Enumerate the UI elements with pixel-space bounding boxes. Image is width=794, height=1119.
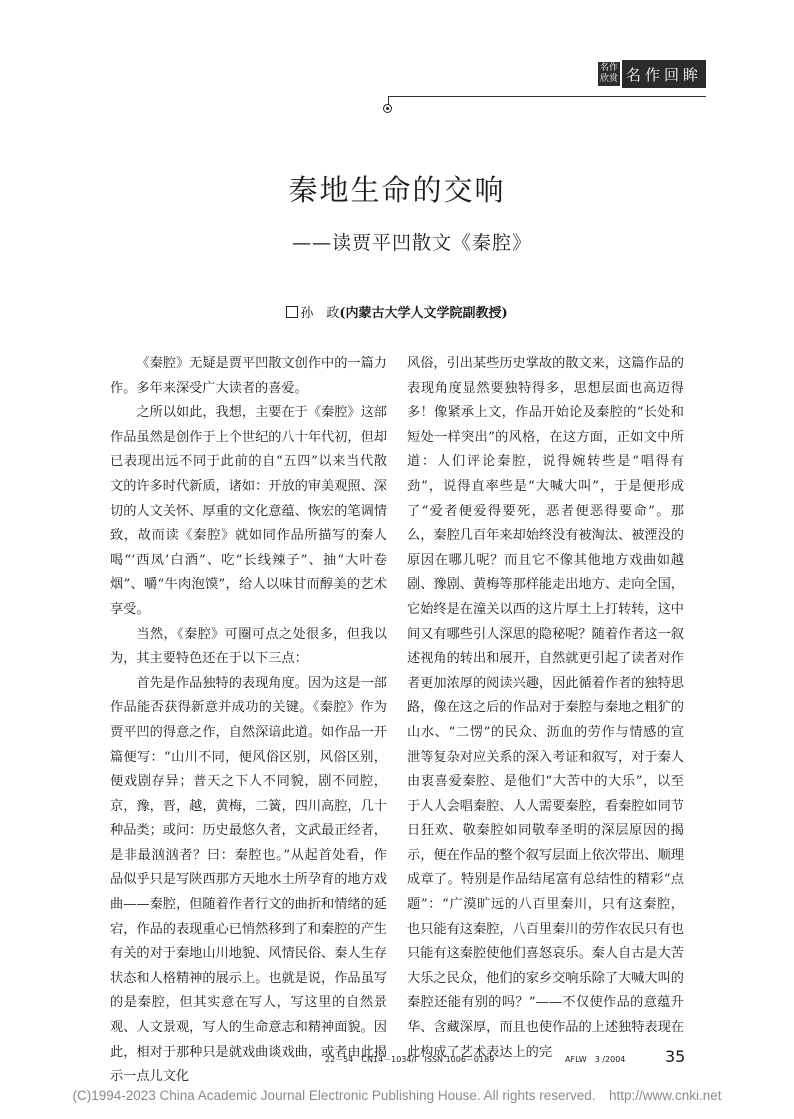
body-column-right: [407, 352, 684, 1065]
article-subtitle: ——读贾平凹散文《秦腔》: [291, 232, 532, 254]
author-affiliation: (内蒙古大学人文学院副教授): [339, 306, 508, 321]
paragraph: 《秦腔》无疑是贾平凹散文创作中的一篇力作。多年来深受广大读者的喜爱。: [110, 356, 387, 396]
author-box-icon: [286, 306, 298, 318]
copyright-watermark: (C)1994-2023 China Academic Journal Electronic Publishing House. All rights reserved. http://www.cnki.net: [72, 1088, 722, 1103]
paragraph: 风俗，引出某些历史掌故的散文来，这篇作品的表现角度显然要独特得多，思想层面也高迈得多！像紧承上文，作品开始论及秦腔的“长处和短处一样突出”的风格，在这方面，正如文中所道：人们评论秦腔，说得婉转些是“唱得有劲”，说得直率些是“大喊大叫”，于是便形成了“爱者便爱得要死，恶者便恶得要命”。那么，秦腔几百年来却始终没有被淘汰、被湮没的原因在哪儿呢？而且它不像其他地方戏曲如越剧、豫剧、黄梅等那样能走出地方、走向全国，它始终是在潼关以西的这片厚土上打转转，这中间又有哪些引人深思的隐秘呢？随着作者这一叙述视角的转出和展开，自然就更引起了读者对作者更加浓厚的阅读兴趣，因此循着作者的独特思路，像在这之后的作品对于秦腔与秦地之粗犷的山水、“二愣”的民众、沥血的劳作与情感的宣泄等复杂对应关系的深入考证和叙写，对于秦人由衷喜爱秦腔、是他们“大苦中的大乐”，以至于人人会唱秦腔、人人需要秦腔，看秦腔如同节日狂欢、敬秦腔如同敬奉圣明的深层原因的揭示，便在作品的整个叙写层面上依次带出、顺理成章了。特别是作品结尾富有总结性的精彩“点题”：“广漠旷远的八百里秦川，只有这秦腔，也只能有这秦腔，八百里秦川的劳作农民只有也只能有这秦腔使他们喜怒哀乐。秦人自古是大苦大乐之民众，他们的家乡交响乐除了大喊大叫的秦腔还能有别的吗？”——不仅使作品的意蕴升华、含藏深厚，而且也使作品的上述独特表现在此构成了艺术表达上的完: [407, 356, 684, 1060]
header-rule: [388, 96, 706, 97]
paragraph: 当然，《秦腔》可圈可点之处很多，但我以为，其主要特色还在于以下三点：: [110, 626, 387, 667]
body-column-left: [110, 352, 387, 1090]
column-name-tag: 名作回眸: [622, 60, 706, 88]
paragraph: 首先是作品独特的表现角度。因为这是一部作品能否获得新意并成功的关键。《秦腔》作为贾平凹的得意之作，自然深谙此道。如作品一开篇便写：“山川不同，便风俗区别，风俗区别，便戏剧存异；普天之下人不同貌，剧不同腔，京，豫，晋，越，黄梅，二簧，四川高腔，几十种品类；或问：历史最悠久者，文武最正经者，是非最汹汹者？曰：秦腔也。”从起首处看，作品似乎只是写陕西那方天地水土所孕育的地方戏曲——秦腔，但随着作者行文的曲折和情绪的延宕，作品的表现重心已悄然移到了和秦腔的产生有关的对于秦地山川地貌、风情民俗、秦人生存状态和人格精神的展示上。也就是说，作品虽写的是秦腔，但其实意在写人，写这里的自然景观、人文景观，写人的生命意志和精神面貌。因此，相对于那种只是就戏曲谈戏曲，或者由此揭示一点儿文化: [110, 675, 387, 1085]
paragraph: 之所以如此，我想，主要在于《秦腔》这部作品虽然是创作于上个世纪的八十年代初，但却已表现出远不同于此前的自“五四”以来当代散文的许多时代新质，诸如：开放的审美观照、深切的人文关怀、厚重的文化意蕴、恢宏的笔调情致，故而读《秦腔》就如同作品所描写的秦人喝“‘西凤’白酒”、吃“长线辣子”、抽“大叶卷烟”、嚼“牛肉泡馍”，给人以味甘而醇美的艺术享受。: [110, 405, 387, 617]
byline: [0, 302, 794, 321]
page-number: 35: [665, 1047, 686, 1066]
footer-journal: AFLW 3 /2004: [565, 1055, 626, 1064]
footer-codes: 22－54 CN14－1034/I ISSN 1006－0189: [325, 1055, 495, 1064]
journal-logo: 名作欣赏: [599, 63, 618, 84]
header-bullet-icon: [383, 104, 392, 113]
author-name: 孙 政: [300, 306, 340, 321]
article-title: 秦地生命的交响: [288, 173, 506, 207]
